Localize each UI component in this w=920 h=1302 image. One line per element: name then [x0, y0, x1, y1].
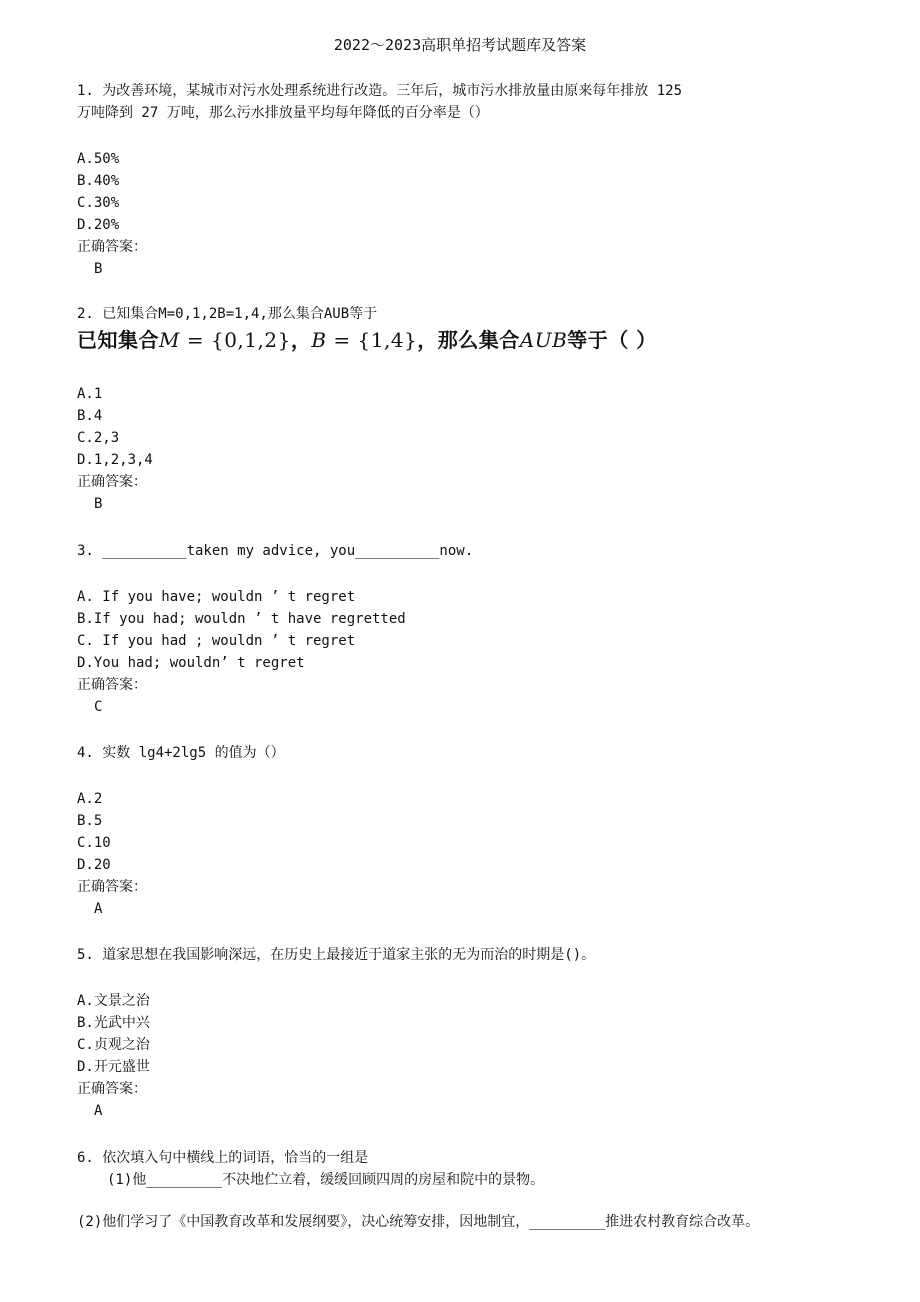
- option-c: C.贞观之治: [77, 1037, 150, 1053]
- option-d: D.20%: [77, 217, 120, 233]
- question-1: [77, 80, 847, 280]
- question-5: [77, 944, 847, 1122]
- page-title: 2022～2023高职单招考试题库及答案: [333, 36, 587, 54]
- option-d: D.开元盛世: [77, 1059, 150, 1075]
- sub-question-1: (1)他_________不决地伫立着，缓缓回顾四周的房屋和院中的景物。: [107, 1172, 545, 1188]
- question-stem: 1. 为改善环境，某城市对污水处理系统进行改造。三年后，城市污水排放量由原来每年排放 125: [77, 83, 682, 99]
- question-stem: 4. 实数 lg4+2lg5 的值为（）: [77, 745, 285, 761]
- formula-m-var: M: [159, 328, 180, 352]
- option-a: A.2: [77, 791, 103, 807]
- option-b: B.光武中兴: [77, 1015, 150, 1031]
- option-c: C.10: [77, 835, 111, 851]
- formula-mid: ，那么集合: [417, 328, 520, 352]
- option-d: D.20: [77, 857, 111, 873]
- answer-label: 正确答案：: [77, 239, 147, 255]
- formula-sep: ，: [290, 328, 312, 352]
- formula-b-var: B: [311, 328, 327, 352]
- option-a: A.1: [77, 386, 103, 402]
- answer-label: 正确答案：: [77, 879, 147, 895]
- answer-value: C: [94, 699, 103, 715]
- option-b: B.40%: [77, 173, 120, 189]
- option-b: B.4: [77, 408, 103, 424]
- answer-value: A: [94, 901, 103, 917]
- option-d: D.1,2,3,4: [77, 452, 153, 468]
- formula-suffix: 等于（ ）: [567, 328, 657, 352]
- answer-label: 正确答案：: [77, 1081, 147, 1097]
- option-c: C. If you had ; wouldn ’ t regret: [77, 633, 356, 649]
- option-d: D.You had; wouldn’ t regret: [77, 655, 305, 671]
- answer-label: 正确答案：: [77, 677, 147, 693]
- formula-eq: =: [179, 328, 211, 352]
- question-stem: 2. 已知集合M=0,1,2B=1,4,那么集合AUB等于: [77, 306, 378, 322]
- answer-value: B: [94, 496, 103, 512]
- formula-image: [77, 325, 847, 355]
- formula-eq: =: [326, 328, 358, 352]
- question-6: [77, 1147, 847, 1233]
- option-a: A. If you have; wouldn ’ t regret: [77, 589, 356, 605]
- question-2: [77, 303, 847, 515]
- answer-value: A: [94, 1103, 103, 1119]
- answer-value: B: [94, 261, 103, 277]
- option-a: A.文景之治: [77, 993, 150, 1009]
- option-a: A.50%: [77, 151, 120, 167]
- formula-prefix: 已知集合: [77, 328, 159, 352]
- formula-m-set: {0,1,2}: [210, 328, 291, 352]
- option-c: C.2,3: [77, 430, 120, 446]
- question-stem: 6. 依次填入句中横线上的词语，恰当的一组是: [77, 1150, 369, 1166]
- option-b: B.5: [77, 813, 103, 829]
- sub-question-2: (2)他们学习了《中国教育改革和发展纲要》，决心统筹安排，因地制宜，_________推进农村教育综合改革。: [77, 1214, 760, 1230]
- formula-b-set: {1,4}: [357, 328, 418, 352]
- option-b: B.If you had; wouldn ’ t have regretted: [77, 611, 406, 627]
- question-stem: 3. __________taken my advice, you__________now.: [77, 543, 474, 559]
- formula-aub: AUB: [519, 328, 568, 352]
- question-stem: 万吨降到 27 万吨，那么污水排放量平均每年降低的百分率是（）: [77, 105, 489, 121]
- question-4: [77, 742, 847, 920]
- question-stem: 5. 道家思想在我国影响深远，在历史上最接近于道家主张的无为而治的时期是()。: [77, 947, 596, 963]
- question-3: [77, 540, 847, 718]
- option-c: C.30%: [77, 195, 120, 211]
- answer-label: 正确答案：: [77, 474, 147, 490]
